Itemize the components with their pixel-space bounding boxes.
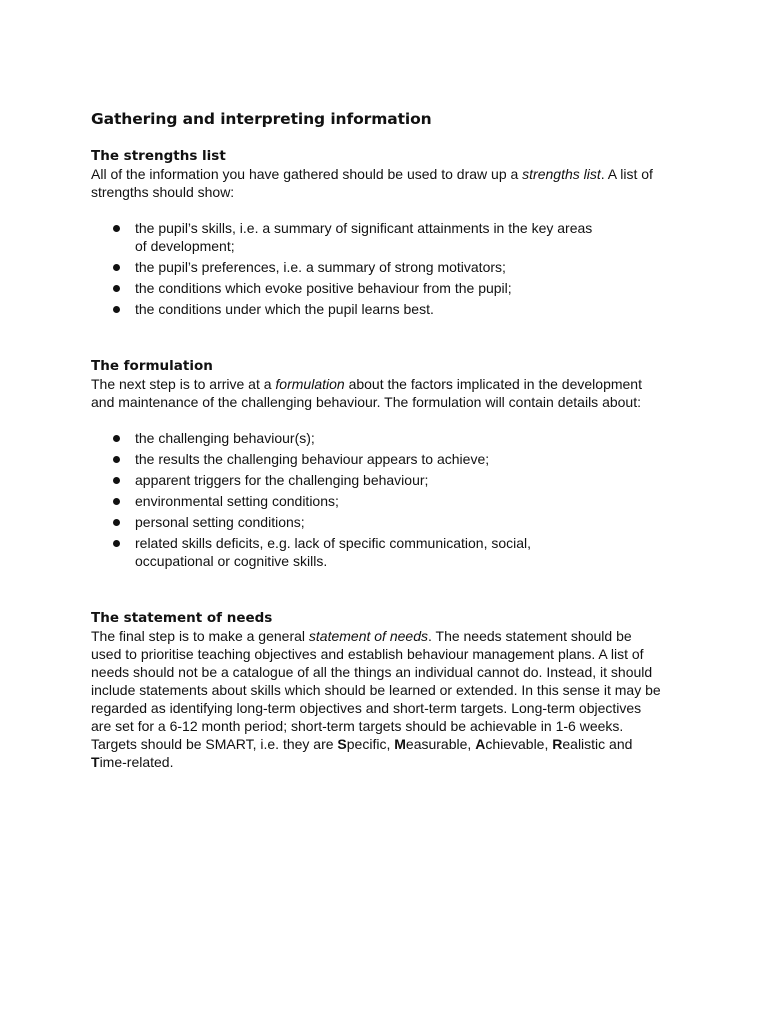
paragraph-text: The next step is to arrive at a xyxy=(91,376,276,392)
section-paragraph-strengths xyxy=(91,165,661,201)
bullet-icon xyxy=(113,498,120,505)
bullet-icon xyxy=(113,435,120,442)
paragraph-text: . The needs statement should be used to prioritise teaching objectives and establish behaviour management plans. A list of needs should not be a catalogue of all the things an individual cannot do. Instead, it should include statements about skills which should be learned or extended. In this sense it may be regarded as identifying long-term objectives and short-term targets. Long-term objectives are set for a 6-12 month period; short-term targets should be achievable in 1-6 weeks. Targets should be SMART, i.e. they are xyxy=(91,628,661,752)
list-item-text: the challenging behaviour(s); xyxy=(135,430,315,446)
bullet-list-formulation xyxy=(91,429,661,570)
list-item xyxy=(91,450,661,468)
list-item xyxy=(91,219,661,255)
section-strengths-list xyxy=(91,147,661,318)
bullet-icon xyxy=(113,306,120,313)
bullet-icon xyxy=(113,477,120,484)
emphasis-text: strengths list xyxy=(522,166,601,182)
strong-letter: S xyxy=(337,736,347,752)
bullet-icon xyxy=(113,285,120,292)
list-item-text: the conditions which evoke positive behaviour from the pupil; xyxy=(135,280,512,296)
list-item xyxy=(91,429,661,447)
spacer xyxy=(91,201,661,219)
emphasis-text: statement of needs xyxy=(308,628,428,644)
list-item-text: the conditions under which the pupil learns best. xyxy=(135,301,434,317)
section-heading-formulation: The formulation xyxy=(91,358,213,374)
list-item xyxy=(91,534,661,570)
bullet-icon xyxy=(113,456,120,463)
strong-letter: M xyxy=(394,736,406,752)
spacer xyxy=(91,130,661,147)
list-item-text: the pupil’s skills, i.e. a summary of significant attainments in the key areas of development; xyxy=(135,220,593,254)
list-item xyxy=(91,300,661,318)
paragraph-text: about the factors implicated in the development and maintenance of the challenging behaviour. The formulation will contain details about: xyxy=(91,376,642,410)
list-item-text: related skills deficits, e.g. lack of specific communication, social, occupational or cognitive skills. xyxy=(135,535,532,569)
list-item-text: the results the challenging behaviour appears to achieve; xyxy=(135,451,490,467)
paragraph-text: ealistic and xyxy=(562,736,633,752)
paragraph-text: All of the information you have gathered should be used to draw up a xyxy=(91,166,523,182)
list-item xyxy=(91,492,661,510)
bullet-list-strengths xyxy=(91,219,661,318)
document-page xyxy=(91,108,661,771)
section-statement-of-needs xyxy=(91,609,661,771)
list-item xyxy=(91,279,661,297)
bullet-icon xyxy=(113,264,120,271)
paragraph-text: easurable, xyxy=(405,736,476,752)
bullet-icon xyxy=(113,519,120,526)
strong-letter: A xyxy=(475,736,486,752)
paragraph-text: chievable, xyxy=(485,736,553,752)
spacer xyxy=(91,573,661,609)
paragraph-text: . A list of strengths should show: xyxy=(91,166,653,200)
emphasis-text: formulation xyxy=(275,376,345,392)
spacer xyxy=(91,321,661,357)
paragraph-text: The final step is to make a general xyxy=(91,628,309,644)
list-item-text: environmental setting conditions; xyxy=(135,493,339,509)
strong-letter: T xyxy=(91,754,100,770)
paragraph-text: pecific, xyxy=(346,736,395,752)
section-paragraph-formulation xyxy=(91,375,661,411)
list-item xyxy=(91,258,661,276)
list-item-text: apparent triggers for the challenging behaviour; xyxy=(135,472,429,488)
section-heading-needs: The statement of needs xyxy=(91,610,273,626)
section-paragraph-needs xyxy=(91,627,661,771)
list-item xyxy=(91,471,661,489)
spacer xyxy=(91,411,661,429)
strong-letter: R xyxy=(552,736,563,752)
list-item-text: the pupil’s preferences, i.e. a summary of strong motivators; xyxy=(135,259,506,275)
list-item xyxy=(91,513,661,531)
bullet-icon xyxy=(113,225,120,232)
section-formulation xyxy=(91,357,661,570)
bullet-icon xyxy=(113,540,120,547)
document-title: Gathering and interpreting information xyxy=(91,110,432,128)
section-heading-strengths: The strengths list xyxy=(91,148,226,164)
list-item-text: personal setting conditions; xyxy=(135,514,305,530)
paragraph-text: ime-related. xyxy=(99,754,174,770)
